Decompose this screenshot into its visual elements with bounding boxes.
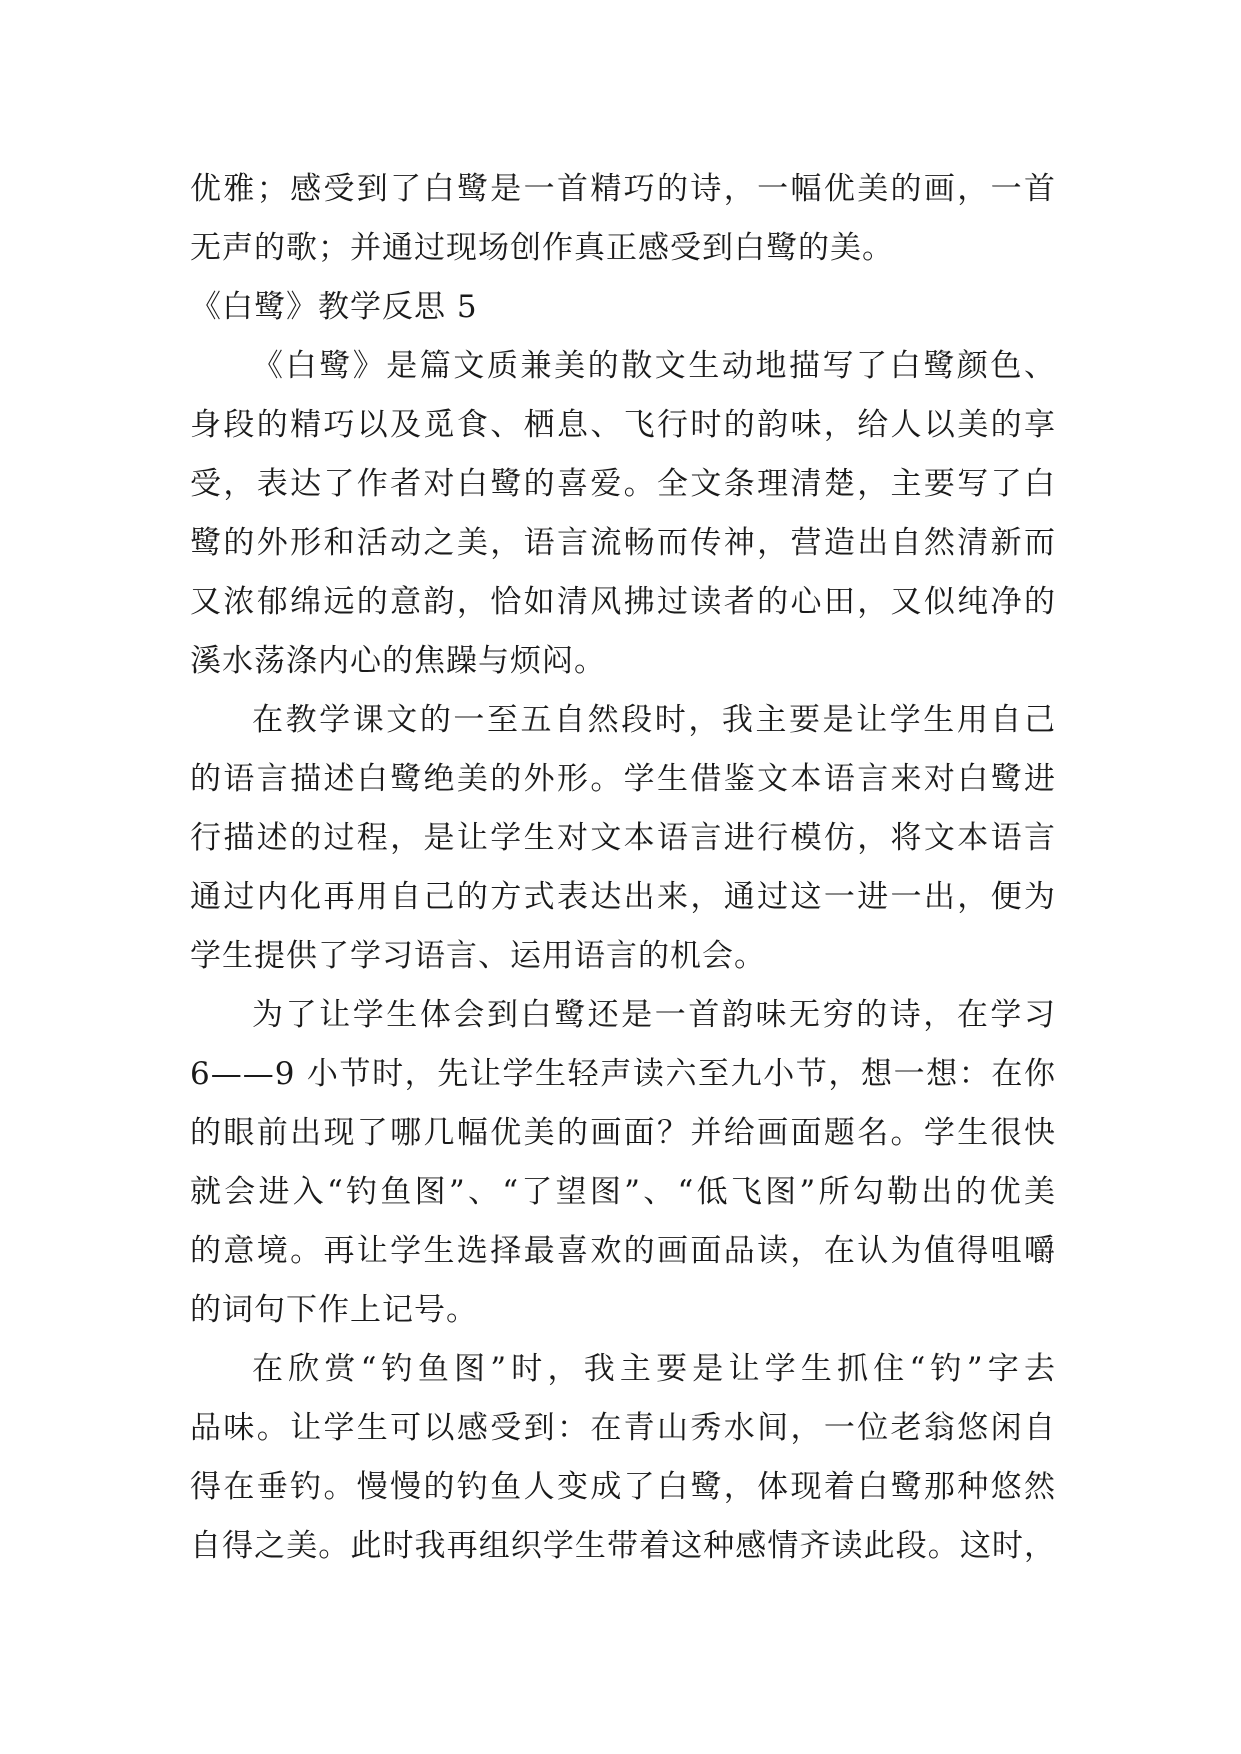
text-line: 的语言描述白鹭绝美的外形。学生借鉴文本语言来对白鹭进 bbox=[190, 761, 1056, 797]
text-line: 优雅；感受到了白鹭是一首精巧的诗，一幅优美的画，一首 bbox=[190, 171, 1056, 207]
text-line: 的意境。再让学生选择最喜欢的画面品读，在认为值得咀嚼 bbox=[190, 1233, 1056, 1269]
section-heading: 《白鹭》教学反思 5 bbox=[190, 289, 478, 325]
paragraph-first-line: 在欣赏“钓鱼图”时，我主要是让学生抓住“钓”字去 bbox=[252, 1351, 1056, 1387]
text-line: 又浓郁绵远的意韵，恰如清风拂过读者的心田，又似纯净的 bbox=[190, 584, 1056, 620]
paragraph-first-line: 为了让学生体会到白鹭还是一首韵味无穷的诗，在学习 bbox=[252, 997, 1056, 1033]
text-line: 身段的精巧以及觅食、栖息、飞行时的韵味，给人以美的享 bbox=[190, 407, 1056, 443]
text-line: 行描述的过程，是让学生对文本语言进行模仿，将文本语言 bbox=[190, 820, 1056, 856]
text-line: 6——9 小节时，先让学生轻声读六至九小节，想一想：在你 bbox=[190, 1056, 1056, 1092]
text-line: 的眼前出现了哪几幅优美的画面？并给画面题名。学生很快 bbox=[190, 1115, 1056, 1151]
text-line: 品味。让学生可以感受到：在青山秀水间，一位老翁悠闲自 bbox=[190, 1410, 1056, 1446]
text-line: 的词句下作上记号。 bbox=[190, 1292, 478, 1328]
paragraph-first-line: 《白鹭》是篇文质兼美的散文生动地描写了白鹭颜色、 bbox=[252, 348, 1056, 384]
text-line: 无声的歌；并通过现场创作真正感受到白鹭的美。 bbox=[190, 230, 894, 266]
document-body bbox=[190, 160, 1056, 1576]
text-line: 通过内化再用自己的方式表达出来，通过这一进一出，便为 bbox=[190, 879, 1056, 915]
paragraph-first-line: 在教学课文的一至五自然段时，我主要是让学生用自己 bbox=[252, 702, 1056, 738]
text-line: 就会进入“钓鱼图”、“了望图”、“低飞图”所勾勒出的优美 bbox=[190, 1174, 1056, 1210]
text-line: 得在垂钓。慢慢的钓鱼人变成了白鹭，体现着白鹭那种悠然 bbox=[190, 1469, 1056, 1505]
text-line: 自得之美。此时我再组织学生带着这种感情齐读此段。这时， bbox=[190, 1528, 1056, 1564]
text-line: 溪水荡涤内心的焦躁与烦闷。 bbox=[190, 643, 606, 679]
text-line: 受，表达了作者对白鹭的喜爱。全文条理清楚，主要写了白 bbox=[190, 466, 1056, 502]
text-line: 学生提供了学习语言、运用语言的机会。 bbox=[190, 938, 766, 974]
text-line: 鹭的外形和活动之美，语言流畅而传神，营造出自然清新而 bbox=[190, 525, 1056, 561]
